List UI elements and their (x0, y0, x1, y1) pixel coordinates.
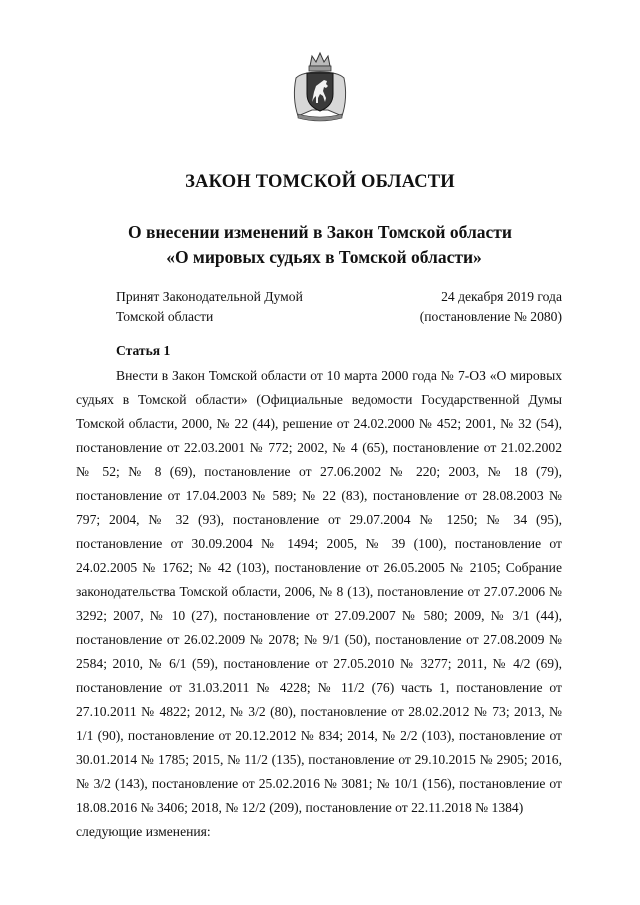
adoption-body-line-2: Томской области (116, 309, 214, 324)
resolution-number: (постановление № 2080) (419, 309, 562, 324)
adoption-date-line: 24 декабря 2019 года (441, 289, 562, 304)
article-paragraph: Внести в Закон Томской области от 10 марта 2000 года № 7-ОЗ «О мировых судьях в Томской области» (Официальные ведомости Государственной Думы Томской области, 2000, № 22 (44), решение от 24.02.2000 № 452; 2001, № 32 (54), постановление от 22.03.2001 № 772; 2002, № 4 (65), постановление от 21.02.2002 № 52; № 8 (69), постановление от 27.06.2002 № 220; 2003, № 18 (79), постановление от 17.04.2003 № 589; № 22 (83), постановление от 28.08.2003 № 797; 2004, № 32 (93), постановление от 29.07.2004 № 1250; № 34 (95), постановление от 30.09.2004 № 1494; 2005, № 39 (100), постановление от 24.02.2005 № 1762; № 42 (103), постановление от 26.05.2005 № 2105; Собрание законодательства Томской области, 2006, № 8 (13), постановление от 27.07.2006 № 3292; 2007, № 10 (27), постановление от 27.09.2007 № 580; 2009, № 3/1 (44), постановление от 26.02.2009 № 2078; № 9/1 (50), постановление от 27.08.2009 № 2584; 2010, № 6/1 (59), постановление от 27.05.2010 № 3277; 2011, № 4/2 (69), постановление от 31.03.2011 № 4228; № 11/2 (76) часть 1, постановление от 27.10.2011 № 4822; 2012, № 3/2 (80), постановление от 28.02.2012 № 73; 2013, № 1/1 (90), постановление от 20.12.2012 № 834; 2014, № 2/2 (103), постановление от 30.01.2014 № 1785; 2015, № 11/2 (135), постановление от 29.10.2015 № 2905; 2016, № 3/2 (143), постановление от 25.02.2016 № 3081; № 10/1 (156), постановление от 18.08.2016 № 3406; 2018, № 12/2 (209), постановление от 22.11.2018 № 1384) (76, 368, 562, 815)
article-paragraph-continuation: следующие изменения: (76, 824, 211, 839)
subtitle-line-1: О внесении изменений в Закон Томской области (128, 222, 512, 242)
tomsk-oblast-coat-of-arms-icon (290, 50, 350, 122)
subtitle-line-2: «О мировых судьях в Томской области» (166, 247, 482, 267)
law-title: ЗАКОН ТОМСКОЙ ОБЛАСТИ (185, 172, 455, 192)
article-heading: Статья 1 (116, 343, 171, 358)
adoption-date (400, 287, 562, 327)
adoption-body-line-1: Принят Законодательной Думой (116, 289, 303, 304)
article-body (76, 364, 562, 844)
adoption-body (116, 287, 303, 327)
law-subtitle (0, 220, 640, 270)
